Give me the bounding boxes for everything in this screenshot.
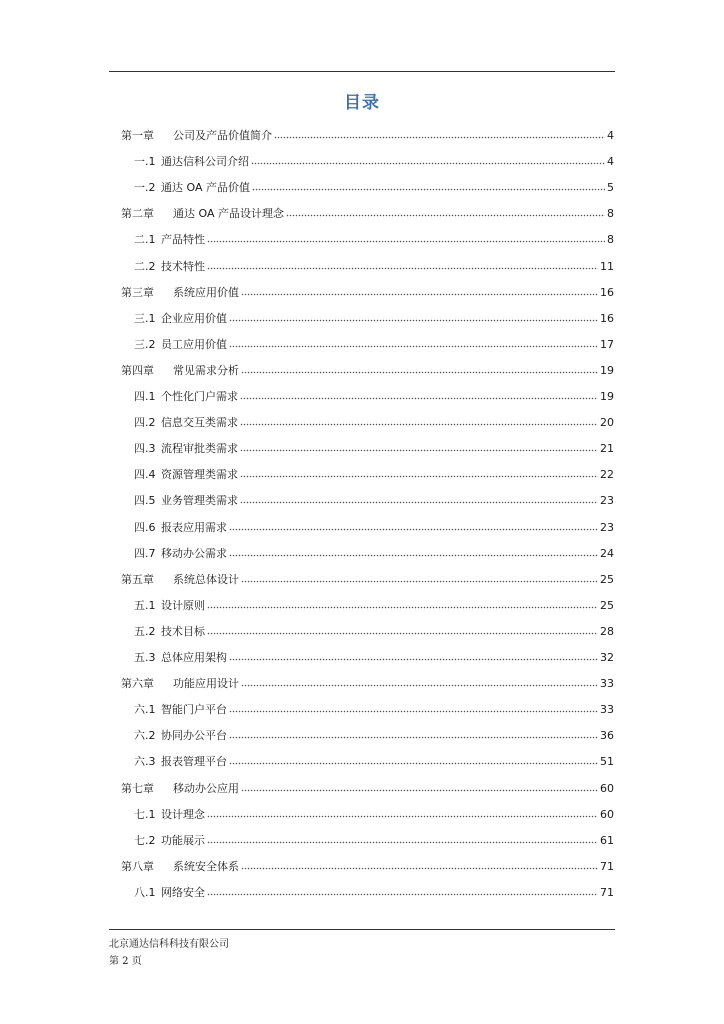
toc-entry-page: 25: [600, 599, 614, 612]
toc-entry-number: 四.4: [134, 468, 156, 481]
toc-entry-title: 常见需求分析: [173, 364, 239, 377]
toc-chapter-entry[interactable]: [121, 675, 614, 693]
toc-entry-number: 第四章: [121, 364, 154, 377]
toc-dot-leader: [207, 261, 598, 270]
toc-dot-leader: [240, 469, 598, 478]
toc-section-entry[interactable]: [134, 649, 614, 667]
toc-dot-leader: [207, 600, 598, 609]
toc-chapter-entry[interactable]: [121, 284, 614, 302]
toc-entry-page: 28: [600, 625, 614, 638]
toc-section-entry[interactable]: [134, 258, 614, 276]
toc-entry-title: 系统安全体系: [173, 860, 239, 873]
toc-section-entry[interactable]: [134, 336, 614, 354]
toc-dot-leader: [274, 130, 605, 139]
toc-entry-title: 通达信科公司介绍: [161, 155, 249, 168]
toc-entry-page: 32: [600, 651, 614, 664]
toc-entry-title: 流程审批类需求: [161, 442, 238, 455]
toc-entry-number: 三.2: [134, 338, 156, 351]
toc-section-entry[interactable]: [134, 310, 614, 328]
toc-entry-number: 二.1: [134, 233, 156, 246]
toc-entry-title: 企业应用价值: [161, 312, 227, 325]
toc-entry-number: 六.2: [134, 729, 156, 742]
toc-section-entry[interactable]: [134, 231, 614, 249]
toc-entry-number: 八.1: [134, 886, 156, 899]
toc-chapter-entry[interactable]: [121, 362, 614, 380]
toc-section-entry[interactable]: [134, 179, 614, 197]
toc-entry-title: 通达 OA 产品价值: [161, 181, 250, 194]
toc-chapter-entry[interactable]: [121, 571, 614, 589]
toc-dot-leader: [229, 652, 598, 661]
toc-entry-page: 16: [600, 312, 614, 325]
toc-entry-title: 系统应用价值: [173, 286, 239, 299]
toc-entry-page: 4: [607, 155, 614, 168]
toc-entry-title: 通达 OA 产品设计理念: [173, 207, 284, 220]
toc-entry-page: 71: [600, 886, 614, 899]
toc-dot-leader: [207, 887, 598, 896]
toc-section-entry[interactable]: [134, 545, 614, 563]
toc-dot-leader: [229, 548, 598, 557]
toc-dot-leader: [252, 182, 605, 191]
toc-section-entry[interactable]: [134, 884, 614, 902]
toc-entry-page: 23: [600, 494, 614, 507]
toc-entry-number: 四.3: [134, 442, 156, 455]
toc-dot-leader: [229, 756, 598, 765]
toc-entry-number: 第七章: [121, 782, 154, 795]
toc-dot-leader: [240, 391, 598, 400]
toc-entry-number: 四.2: [134, 416, 156, 429]
toc-title: 目录: [344, 93, 380, 113]
toc-entry-number: 一.2: [134, 181, 156, 194]
toc-entry-title: 系统总体设计: [173, 573, 239, 586]
toc-entry-title: 业务管理类需求: [161, 494, 238, 507]
toc-entry-number: 四.1: [134, 390, 156, 403]
toc-entry-title: 公司及产品价值简介: [173, 129, 272, 142]
footer-page-number: 第 2 页: [109, 956, 142, 967]
toc-dot-leader: [241, 365, 598, 374]
toc-section-entry[interactable]: [134, 519, 614, 537]
toc-entry-number: 第一章: [121, 129, 154, 142]
toc-entry-title: 设计理念: [161, 808, 205, 821]
toc-chapter-entry[interactable]: [121, 780, 614, 798]
toc-section-entry[interactable]: [134, 153, 614, 171]
toc-section-entry[interactable]: [134, 492, 614, 510]
toc-chapter-entry[interactable]: [121, 127, 614, 145]
header-rule: [109, 71, 615, 72]
toc-chapter-entry[interactable]: [121, 205, 614, 223]
toc-entry-page: 25: [600, 573, 614, 586]
toc-entry-page: 19: [600, 390, 614, 403]
toc-entry-page: 8: [607, 207, 614, 220]
footer-company: 北京通达信科科技有限公司: [109, 939, 229, 950]
toc-dot-leader: [240, 495, 598, 504]
toc-entry-number: 五.3: [134, 651, 156, 664]
toc-entry-number: 第六章: [121, 677, 154, 690]
toc-entry-page: 11: [600, 260, 614, 273]
toc-entry-page: 16: [600, 286, 614, 299]
toc-entry-page: 36: [600, 729, 614, 742]
toc-section-entry[interactable]: [134, 701, 614, 719]
toc-entry-page: 22: [600, 468, 614, 481]
toc-entry-title: 技术特性: [161, 260, 205, 273]
toc-dot-leader: [241, 861, 598, 870]
toc-entry-number: 五.2: [134, 625, 156, 638]
toc-entry-page: 24: [600, 547, 614, 560]
toc-entry-page: 71: [600, 860, 614, 873]
toc-entry-title: 报表应用需求: [161, 521, 227, 534]
toc-dot-leader: [241, 678, 598, 687]
toc-entry-title: 总体应用架构: [161, 651, 227, 664]
toc-section-entry[interactable]: [134, 466, 614, 484]
toc-entry-page: 5: [607, 181, 614, 194]
toc-entry-number: 四.6: [134, 521, 156, 534]
toc-entry-title: 信息交互类需求: [161, 416, 238, 429]
toc-section-entry[interactable]: [134, 388, 614, 406]
toc-entry-number: 五.1: [134, 599, 156, 612]
toc-entry-number: 第二章: [121, 207, 154, 220]
toc-section-entry[interactable]: [134, 414, 614, 432]
toc-dot-leader: [240, 443, 598, 452]
toc-chapter-entry[interactable]: [121, 858, 614, 876]
toc-entry-page: 8: [607, 233, 614, 246]
toc-entry-title: 移动办公应用: [173, 782, 239, 795]
toc-entry-page: 60: [600, 782, 614, 795]
toc-entry-number: 七.1: [134, 808, 156, 821]
footer-rule: [109, 929, 615, 930]
toc-dot-leader: [207, 809, 598, 818]
toc-entry-title: 设计原则: [161, 599, 205, 612]
toc-entry-title: 协同办公平台: [161, 729, 227, 742]
toc-entry-page: 33: [600, 677, 614, 690]
toc-entry-number: 第五章: [121, 573, 154, 586]
toc-dot-leader: [229, 522, 598, 531]
toc-entry-title: 技术目标: [161, 625, 205, 638]
toc-dot-leader: [241, 783, 598, 792]
toc-entry-title: 个性化门户需求: [161, 390, 238, 403]
toc-entry-page: 20: [600, 416, 614, 429]
toc-entry-page: 21: [600, 442, 614, 455]
toc-section-entry[interactable]: [134, 727, 614, 745]
toc-entry-title: 产品特性: [161, 233, 205, 246]
toc-section-entry[interactable]: [134, 597, 614, 615]
toc-entry-page: 17: [600, 338, 614, 351]
toc-dot-leader: [229, 730, 598, 739]
toc-entry-number: 七.2: [134, 834, 156, 847]
toc-dot-leader: [241, 287, 598, 296]
toc-section-entry[interactable]: [134, 832, 614, 850]
toc-entry-number: 六.3: [134, 755, 156, 768]
toc-dot-leader: [240, 417, 598, 426]
toc-dot-leader: [286, 208, 605, 217]
toc-section-entry[interactable]: [134, 623, 614, 641]
toc-entry-page: 61: [600, 834, 614, 847]
toc-entry-title: 资源管理类需求: [161, 468, 238, 481]
toc-entry-title: 功能应用设计: [173, 677, 239, 690]
toc-entry-page: 60: [600, 808, 614, 821]
toc-dot-leader: [207, 234, 605, 243]
toc-entry-number: 一.1: [134, 155, 156, 168]
toc-entry-number: 四.5: [134, 494, 156, 507]
toc-dot-leader: [229, 313, 598, 322]
toc-entry-number: 第三章: [121, 286, 154, 299]
toc-entry-number: 三.1: [134, 312, 156, 325]
toc-entry-title: 网络安全: [161, 886, 205, 899]
toc-entry-number: 第八章: [121, 860, 154, 873]
toc-dot-leader: [251, 156, 605, 165]
toc-entry-page: 19: [600, 364, 614, 377]
toc-entry-page: 51: [600, 755, 614, 768]
toc-entry-title: 移动办公需求: [161, 547, 227, 560]
toc-entry-title: 功能展示: [161, 834, 205, 847]
toc-entry-title: 员工应用价值: [161, 338, 227, 351]
toc-entry-title: 报表管理平台: [161, 755, 227, 768]
toc-dot-leader: [207, 835, 598, 844]
toc-entry-number: 六.1: [134, 703, 156, 716]
toc-section-entry[interactable]: [134, 753, 614, 771]
toc-dot-leader: [241, 574, 598, 583]
toc-section-entry[interactable]: [134, 806, 614, 824]
toc-dot-leader: [229, 704, 598, 713]
toc-dot-leader: [229, 339, 598, 348]
toc-entry-page: 23: [600, 521, 614, 534]
toc-dot-leader: [207, 626, 598, 635]
toc-entry-number: 四.7: [134, 547, 156, 560]
toc-section-entry[interactable]: [134, 440, 614, 458]
toc-entry-number: 二.2: [134, 260, 156, 273]
toc-entry-page: 4: [607, 129, 614, 142]
toc-entry-page: 33: [600, 703, 614, 716]
toc-entry-title: 智能门户平台: [161, 703, 227, 716]
